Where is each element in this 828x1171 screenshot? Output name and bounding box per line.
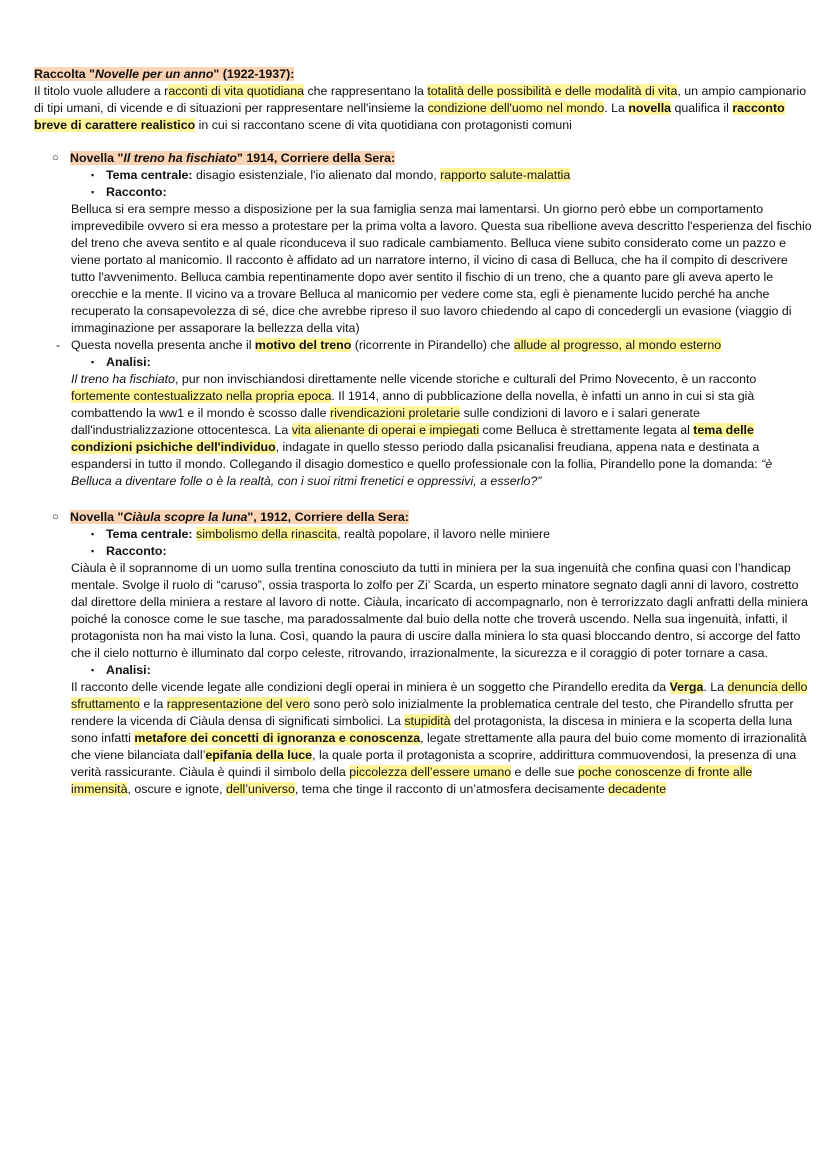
square-bullet-icon: ▪ [91, 187, 95, 197]
square-bullet-icon: ▪ [91, 665, 95, 675]
circle-bullet-icon: ○ [52, 152, 59, 164]
treno-analisi-label: ▪ Analisi: [91, 355, 151, 369]
collection-heading: Raccolta "Novelle per un anno" (1922-1937): [34, 67, 295, 81]
ciaula-analisi-label: ▪ Analisi: [91, 663, 151, 677]
square-bullet-icon: ▪ [91, 529, 95, 539]
section-ciaula [34, 509, 812, 798]
square-bullet-icon: ▪ [91, 357, 95, 367]
square-bullet-icon: ▪ [91, 170, 95, 180]
dash-bullet: - [56, 338, 61, 352]
section-treno [34, 150, 812, 490]
treno-racconto-text: Belluca si era sempre messo a disposizione per la sua famiglia senza mai lamentarsi. Un giorno però ebbe un comportamento imprevedibile ovvero si era messo a protestare per la prima volta a lavoro. Questa sua ribellione aveva descritto l'esperienza del fischio del treno che aveva sentito e al quale riconduceva il suo radicale cambiamento. Belluca viene subito considerato come un pazzo e viene portato al manicomio. Il racconto è affidato ad un narratore interno, il vicino di casa di Belluca, che ha il compito di descrivere tutto l'avvenimento. Belluca cambia repentinamente dopo aver sentito il fischio di un treno, che a quanto pare gli aveva aperto le orecchie e la mente. Il vicino va a trovare Belluca al manicomio per vedere come sta, egli è pienamente lucido perché ha anche recuperato la consapevolezza di sé, dice che avrebbe ripreso il suo lavoro chiedendo al capo di concedergli un evasione (viaggio di immaginazione per assaporare la bellezza della vita) [71, 202, 812, 335]
ciaula-tema: ▪ Tema centrale: simbolismo della rinascita, realtà popolare, il lavoro nelle miniere [91, 527, 550, 541]
treno-analisi-text: Il treno ha fischiato, pur non invischiandosi direttamente nelle vicende storiche e culturali del Primo Novecento, è un racconto fortemente contestualizzato nella propria epoca. Il 1914, anno di pubblicazione della novella, è infatti un anno in cui si sta già combattendo la ww1 e il mondo è scosso dalle rivendicazioni proletarie sulle condizioni di lavoro e i salari generate dall'industrializzazione ottocentesca. La vita alienante di operai e impiegati come Belluca è strettamente legata al tema delle condizioni psichiche dell'individuo, indagate in quello stesso periodo dalla psicanalisi freudiana, appena nata e destinata a espandersi in tutto il mondo. Collegando il disagio domestico e quello professionale con la follia, Pirandello pone la domanda: “è Belluca a diventare folle o è la realtà, con i suoi ritmi frenetici e oppressivi, a esserlo?” [71, 372, 773, 488]
treno-tema: ▪ Tema centrale: disagio esistenziale, l'io alienato dal mondo, rapporto salute-malattia [91, 168, 571, 182]
ciaula-racconto-text: Ciàula è il soprannome di un uomo sulla trentina conosciuto da tutti in miniera per la sua ingenuità che confina quasi con l’handicap mentale. Svolge il ruolo di “caruso”, ossia trasporta lo zolfo per Zi’ Scarda, un esperto minatore segnato dagli anni di lavoro, costretto dal direttore della miniera a restare al lavoro di notte. Ciàula, incaricato di accompagnarlo, non è terrorizzato dagli anfratti della miniera poiché la conosce come le sue tasche, ma paradossalmente dal buio della notte che troverà uscendo. Nella sua ingenuità, infatti, il protagonista non ha mai visto la luna. Così, quando la paura di uscire dalla miniera lo sta quasi bloccando dentro, si accorge del fatto che il cielo notturno è illuminato dal corpo celeste, ritrovando, irrazionalmente, la sicurezza e il coraggio di poter tornare a casa. [71, 561, 808, 660]
treno-heading: ○ Novella "Il treno ha fischiato" 1914, Corriere della Sera: [52, 151, 396, 165]
treno-motivo: - Questa novella presenta anche il motivo del treno (ricorrente in Pirandello) che allude al progresso, al mondo esterno [56, 338, 722, 352]
circle-bullet-icon: ○ [52, 511, 59, 523]
square-bullet-icon: ▪ [91, 546, 95, 556]
treno-racconto-label: ▪ Racconto: [91, 185, 167, 199]
collection-description: Il titolo vuole alludere a racconti di vita quotidiana che rappresentano la totalità delle possibilità e delle modalità di vita, un ampio campionario di tipi umani, di vicende e di situazioni per rappresentare nell'insieme la condizione dell'uomo nel mondo. La novella qualifica il racconto breve di carattere realistico in cui si raccontano scene di vita quotidiana con protagonisti comuni [34, 84, 807, 132]
ciaula-heading: ○ Novella "Ciàula scopre la luna", 1912, Corriere della Sera: [52, 510, 409, 524]
ciaula-analisi-text: Il racconto delle vicende legate alle condizioni degli operai in miniera è un soggetto che Pirandello eredita da Verga. La denuncia dello sfruttamento e la rappresentazione del vero sono però solo inizialmente la problematica centrale del testo, che Pirandello sfrutta per rendere la vicenda di Ciàula densa di significati simbolici. La stupidità del protagonista, la discesa in miniera e la scoperta della luna sono infatti metafore dei concetti di ignoranza e conoscenza, legate strettamente alla paura del buio come momento di irrazionalità che viene bilanciata dall’epifania della luce, la quale porta il protagonista a scoprire, addirittura commuovendosi, la presenza di una verità rassicurante. Ciàula è quindi il simbolo della piccolezza dell’essere umano e delle sue poche conoscenze di fronte alle immensità, oscure e ignote, dell’universo, tema che tinge il racconto di un’atmosfera decisamente decadente [71, 680, 808, 796]
ciaula-racconto-label: ▪ Racconto: [91, 544, 167, 558]
